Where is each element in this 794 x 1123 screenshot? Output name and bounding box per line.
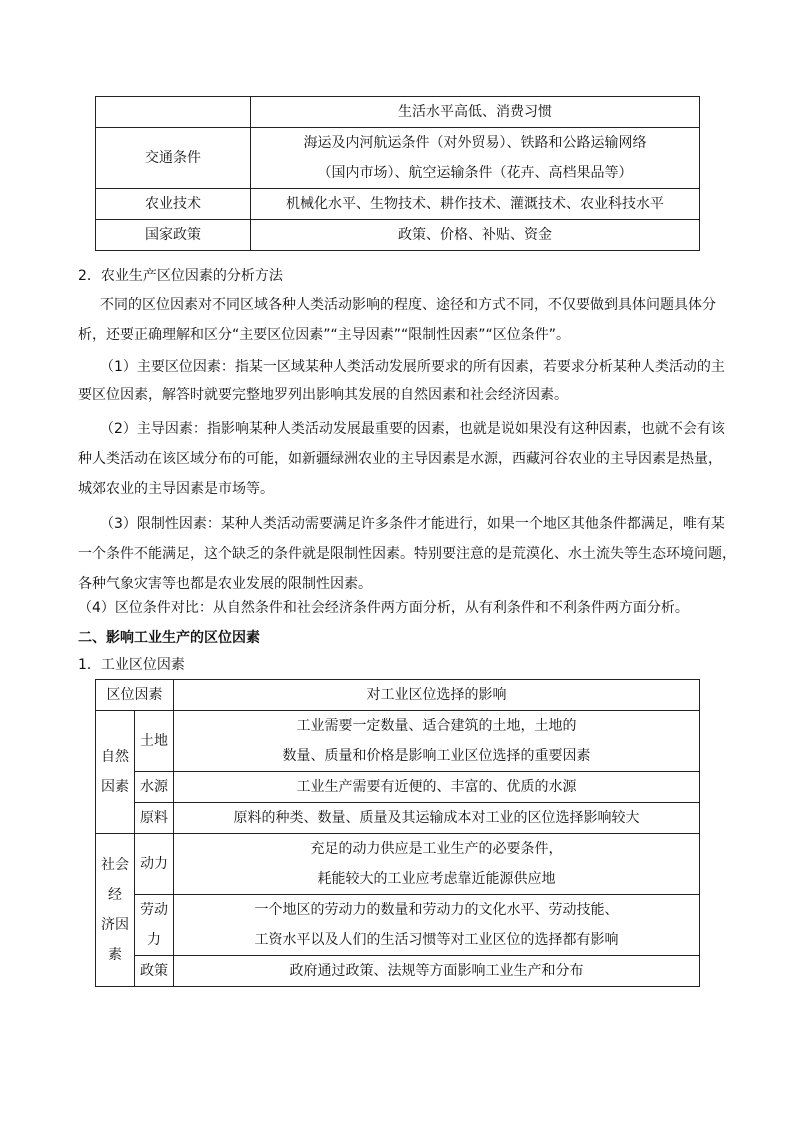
table-row — [96, 711, 700, 772]
table-row — [96, 895, 700, 956]
section-heading: 二、影响工业生产的区位因素 — [78, 630, 260, 646]
paragraph-line: 各种气象灾害等也都是农业发展的限制性因素。 — [78, 576, 372, 592]
paragraph-line: （2）主导因素：指影响某种人类活动发展最重要的因素，也就是说如果没有这种因素，也就不会有该 — [100, 421, 725, 437]
table-row — [96, 128, 700, 189]
desc-cell — [174, 895, 700, 956]
table-row — [96, 97, 700, 128]
table-cell: 国家政策 — [96, 220, 251, 251]
paragraph-line: （3）限制性因素：某种人类活动需要满足许多条件才能进行，如果一个地区其他条件都满足，唯有某 — [100, 516, 725, 532]
table-cell — [251, 128, 700, 189]
cell-line: 济因素 — [101, 917, 129, 963]
cell-line: 一个地区的劳动力的数量和劳动力的文化水平、劳动技能、 — [254, 902, 619, 918]
cell-line: 工业需要一定数量、适合建筑的土地，土地的 — [296, 718, 577, 734]
paragraph-line: 要区位因素，解答时就要完整地罗列出影响其发展的自然因素和社会经济因素。 — [78, 387, 568, 403]
table-header-row — [96, 680, 700, 711]
agri-factors-table — [95, 96, 700, 251]
factor-cell: 动力 — [135, 834, 174, 895]
industry-factors-table — [95, 679, 700, 987]
cell-line: 社会经 — [101, 857, 129, 903]
desc-cell: 政府通过政策、法规等方面影响工业生产和分布 — [174, 956, 700, 987]
cell-line: 充足的动力供应是工业生产的必要条件， — [310, 841, 563, 857]
cell-line: （国内市场）、航空运输条件（花卉、高档果品等） — [317, 165, 633, 181]
desc-cell: 原料的种类、数量、质量及其运输成本对工业的区位选择影响较大 — [174, 803, 700, 834]
factor-cell: 土地 — [135, 711, 174, 772]
group-cell — [96, 834, 135, 987]
factor-cell: 政策 — [135, 956, 174, 987]
table-cell: 交通条件 — [96, 128, 251, 189]
table-cell: 生活水平高低、消费习惯 — [251, 97, 700, 128]
factor-cell: 原料 — [135, 803, 174, 834]
desc-cell — [174, 711, 700, 772]
table-row — [96, 803, 700, 834]
table-header-cell: 对工业区位选择的影响 — [174, 680, 700, 711]
desc-cell: 工业生产需要有近便的、丰富的、优质的水源 — [174, 772, 700, 803]
desc-cell — [174, 834, 700, 895]
table-cell: 机械化水平、生物技术、耕作技术、灌溉技术、农业科技水平 — [251, 189, 700, 220]
table-cell: 政策、价格、补贴、资金 — [251, 220, 700, 251]
cell-line: 海运及内河航运条件（对外贸易）、铁路和公路运输网络 — [303, 135, 647, 151]
paragraph-line: 析，还要正确理解和区分“主要区位因素”“主导因素”“限制性因素”“区位条件”。 — [78, 327, 571, 343]
factor-cell: 劳动力 — [135, 895, 174, 956]
paragraph-line: （1）主要区位因素：指某一区域某种人类活动发展所要求的所有因素，若要求分析某种人类活动的主 — [100, 359, 725, 375]
group-cell: 自然因素 — [96, 711, 135, 834]
table-cell — [96, 97, 251, 128]
subsection-heading: 1．工业区位因素 — [78, 657, 185, 673]
table-header-cell: 区位因素 — [96, 680, 174, 711]
factor-cell: 水源 — [135, 772, 174, 803]
paragraph-line: 城郊农业的主导因素是市场等。 — [78, 481, 274, 497]
paragraph-line: 不同的区位因素对不同区域各种人类活动影响的程度、途径和方式不同，不仅要做到具体问题具体分 — [100, 297, 716, 313]
cell-line: 数量、质量和价格是影响工业区位选择的重要因素 — [282, 748, 591, 764]
paragraph-line: （4）区位条件对比：从自然条件和社会经济条件两方面分析，从有利条件和不利条件两方面分析。 — [78, 600, 689, 616]
paragraph-line: 种人类活动在该区域分布的可能，如新疆绿洲农业的主导因素是水源，西藏河谷农业的主导因素是热量， — [78, 451, 722, 467]
table-row — [96, 772, 700, 803]
paragraph-line: 一个条件不能满足，这个缺乏的条件就是限制性因素。特别要注意的是荒漠化、水土流失等生态环境问题， — [78, 546, 736, 562]
table-cell: 农业技术 — [96, 189, 251, 220]
table-row — [96, 956, 700, 987]
table-row — [96, 189, 700, 220]
section-heading: 2．农业生产区位因素的分析方法 — [78, 268, 283, 284]
table-row — [96, 220, 700, 251]
cell-line: 耗能较大的工业应考虑靠近能源供应地 — [317, 871, 556, 887]
cell-line: 工资水平以及人们的生活习惯等对工业区位的选择都有影响 — [254, 932, 619, 948]
table-row — [96, 834, 700, 895]
